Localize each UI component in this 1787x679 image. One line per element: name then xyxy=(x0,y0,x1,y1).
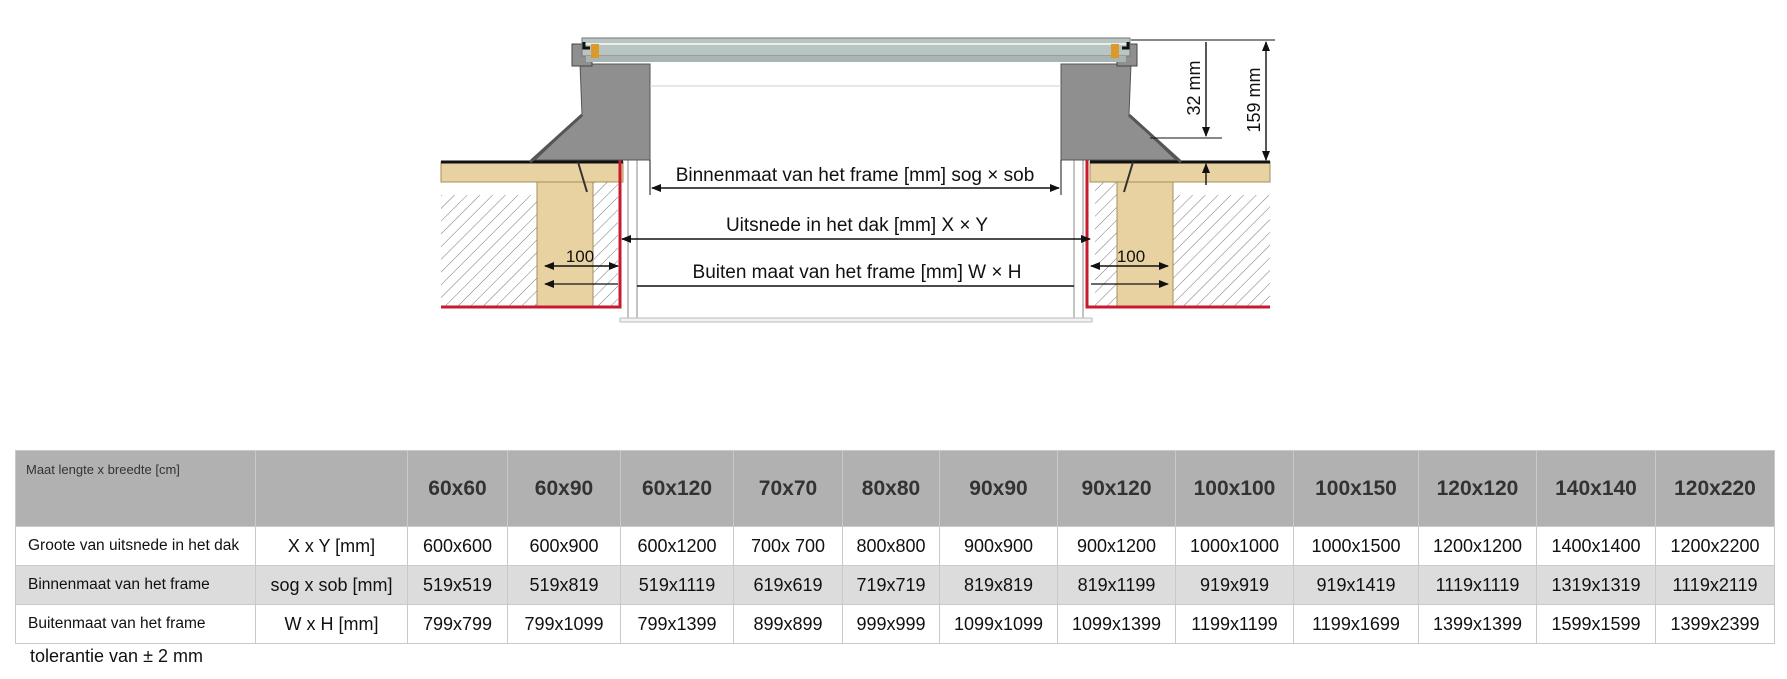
table-cell: 1319x1319 xyxy=(1537,566,1656,605)
table-cell: 800x800 xyxy=(843,527,940,566)
size-header-cell: 70x70 xyxy=(734,451,843,527)
table-cell: 719x719 xyxy=(843,566,940,605)
size-header-cell: 100x150 xyxy=(1294,451,1419,527)
size-header-cell: 140x140 xyxy=(1537,451,1656,527)
table-cell: 919x1419 xyxy=(1294,566,1419,605)
frame-liner-right xyxy=(1074,152,1083,320)
table-row xyxy=(16,566,1775,605)
size-header-cell: 120x220 xyxy=(1656,451,1775,527)
dim-cutout-label: Uitsnede in het dak [mm] X × Y xyxy=(725,215,989,236)
size-header-cell: 100x100 xyxy=(1176,451,1294,527)
size-header-cell: 120x120 xyxy=(1419,451,1537,527)
table-cell: 1599x1599 xyxy=(1537,605,1656,644)
table-cell: 519x519 xyxy=(408,566,508,605)
row-label: Binnenmaat van het frame xyxy=(16,566,256,605)
table-cell: 1119x2119 xyxy=(1656,566,1775,605)
frame-liner-left xyxy=(628,152,637,320)
size-header-cell: 80x80 xyxy=(843,451,940,527)
table-cell: 900x1200 xyxy=(1058,527,1176,566)
table-cell: 1099x1399 xyxy=(1058,605,1176,644)
table-cell: 799x1099 xyxy=(508,605,621,644)
table-cell: 600x600 xyxy=(408,527,508,566)
table-cell: 619x619 xyxy=(734,566,843,605)
hinge-left xyxy=(591,44,599,58)
table-cell: 1000x1500 xyxy=(1294,527,1419,566)
table-cell: 600x900 xyxy=(508,527,621,566)
table-cell: 1200x2200 xyxy=(1656,527,1775,566)
timber-beam-right xyxy=(1117,182,1173,307)
table-cell: 900x900 xyxy=(940,527,1058,566)
row-label: Buitenmaat van het frame xyxy=(16,605,256,644)
lower-sill xyxy=(620,318,1092,322)
table-cell: 819x1199 xyxy=(1058,566,1176,605)
table-cell: 1399x2399 xyxy=(1656,605,1775,644)
table-cell: 1000x1000 xyxy=(1176,527,1294,566)
table-cell: 1400x1400 xyxy=(1537,527,1656,566)
row-unit: W x H [mm] xyxy=(256,605,408,644)
dim-total-label: 159 mm xyxy=(1244,67,1264,133)
table-header-label: Maat lengte x breedte [cm] xyxy=(16,451,256,527)
table-cell: 799x1399 xyxy=(621,605,734,644)
dim-overlap-left-label: 100 xyxy=(565,247,595,266)
row-unit: sog x sob [mm] xyxy=(256,566,408,605)
glazing-inner-sheet xyxy=(586,56,1126,62)
table-row xyxy=(16,527,1775,566)
size-header-cell: 60x60 xyxy=(408,451,508,527)
dim-inner-label: Binnenmaat van het frame [mm] sog × sob xyxy=(675,165,1035,186)
size-header-cell: 60x90 xyxy=(508,451,621,527)
table-cell: 1099x1099 xyxy=(940,605,1058,644)
table-cell: 819x819 xyxy=(940,566,1058,605)
table-cell: 1199x1199 xyxy=(1176,605,1294,644)
size-header-cell: 90x90 xyxy=(940,451,1058,527)
table-header-row xyxy=(16,451,1775,527)
dim-small-label: 32 mm xyxy=(1184,60,1204,116)
table-cell: 519x819 xyxy=(508,566,621,605)
timber-plank-left xyxy=(441,162,623,182)
insulation-right xyxy=(1173,195,1270,307)
table-cell: 1119x1119 xyxy=(1419,566,1537,605)
insulation-left xyxy=(441,195,537,307)
hinge-right xyxy=(1111,44,1119,58)
dim-outer-label: Buiten maat van het frame [mm] W × H xyxy=(692,262,1022,283)
table-cell: 1200x1200 xyxy=(1419,527,1537,566)
size-table xyxy=(15,450,1775,644)
frame-body-left xyxy=(535,64,650,160)
table-cell: 519x1119 xyxy=(621,566,734,605)
row-unit: X x Y [mm] xyxy=(256,527,408,566)
insulation-inner-right xyxy=(1095,175,1120,307)
size-header-cell: 60x120 xyxy=(621,451,734,527)
table-cell: 1199x1699 xyxy=(1294,605,1419,644)
row-label: Groote van uitsnede in het dak xyxy=(16,527,256,566)
tolerance-note: tolerantie van ± 2 mm xyxy=(30,646,203,666)
size-header-cell: 90x120 xyxy=(1058,451,1176,527)
glazing-panel xyxy=(582,38,1130,56)
table-cell: 600x1200 xyxy=(621,527,734,566)
timber-plank-right xyxy=(1090,162,1270,182)
table-cell: 799x799 xyxy=(408,605,508,644)
insulation-inner-left xyxy=(593,175,618,307)
table-cell: 700x 700 xyxy=(734,527,843,566)
dim-overlap-right-label: 100 xyxy=(1116,247,1146,266)
table-header-unit-cell xyxy=(256,451,408,527)
table-cell: 919x919 xyxy=(1176,566,1294,605)
table-cell: 899x899 xyxy=(734,605,843,644)
timber-beam-left xyxy=(537,182,593,307)
table-cell: 999x999 xyxy=(843,605,940,644)
frame-body-right xyxy=(1061,64,1176,160)
table-row xyxy=(16,605,1775,644)
table-cell: 1399x1399 xyxy=(1419,605,1537,644)
